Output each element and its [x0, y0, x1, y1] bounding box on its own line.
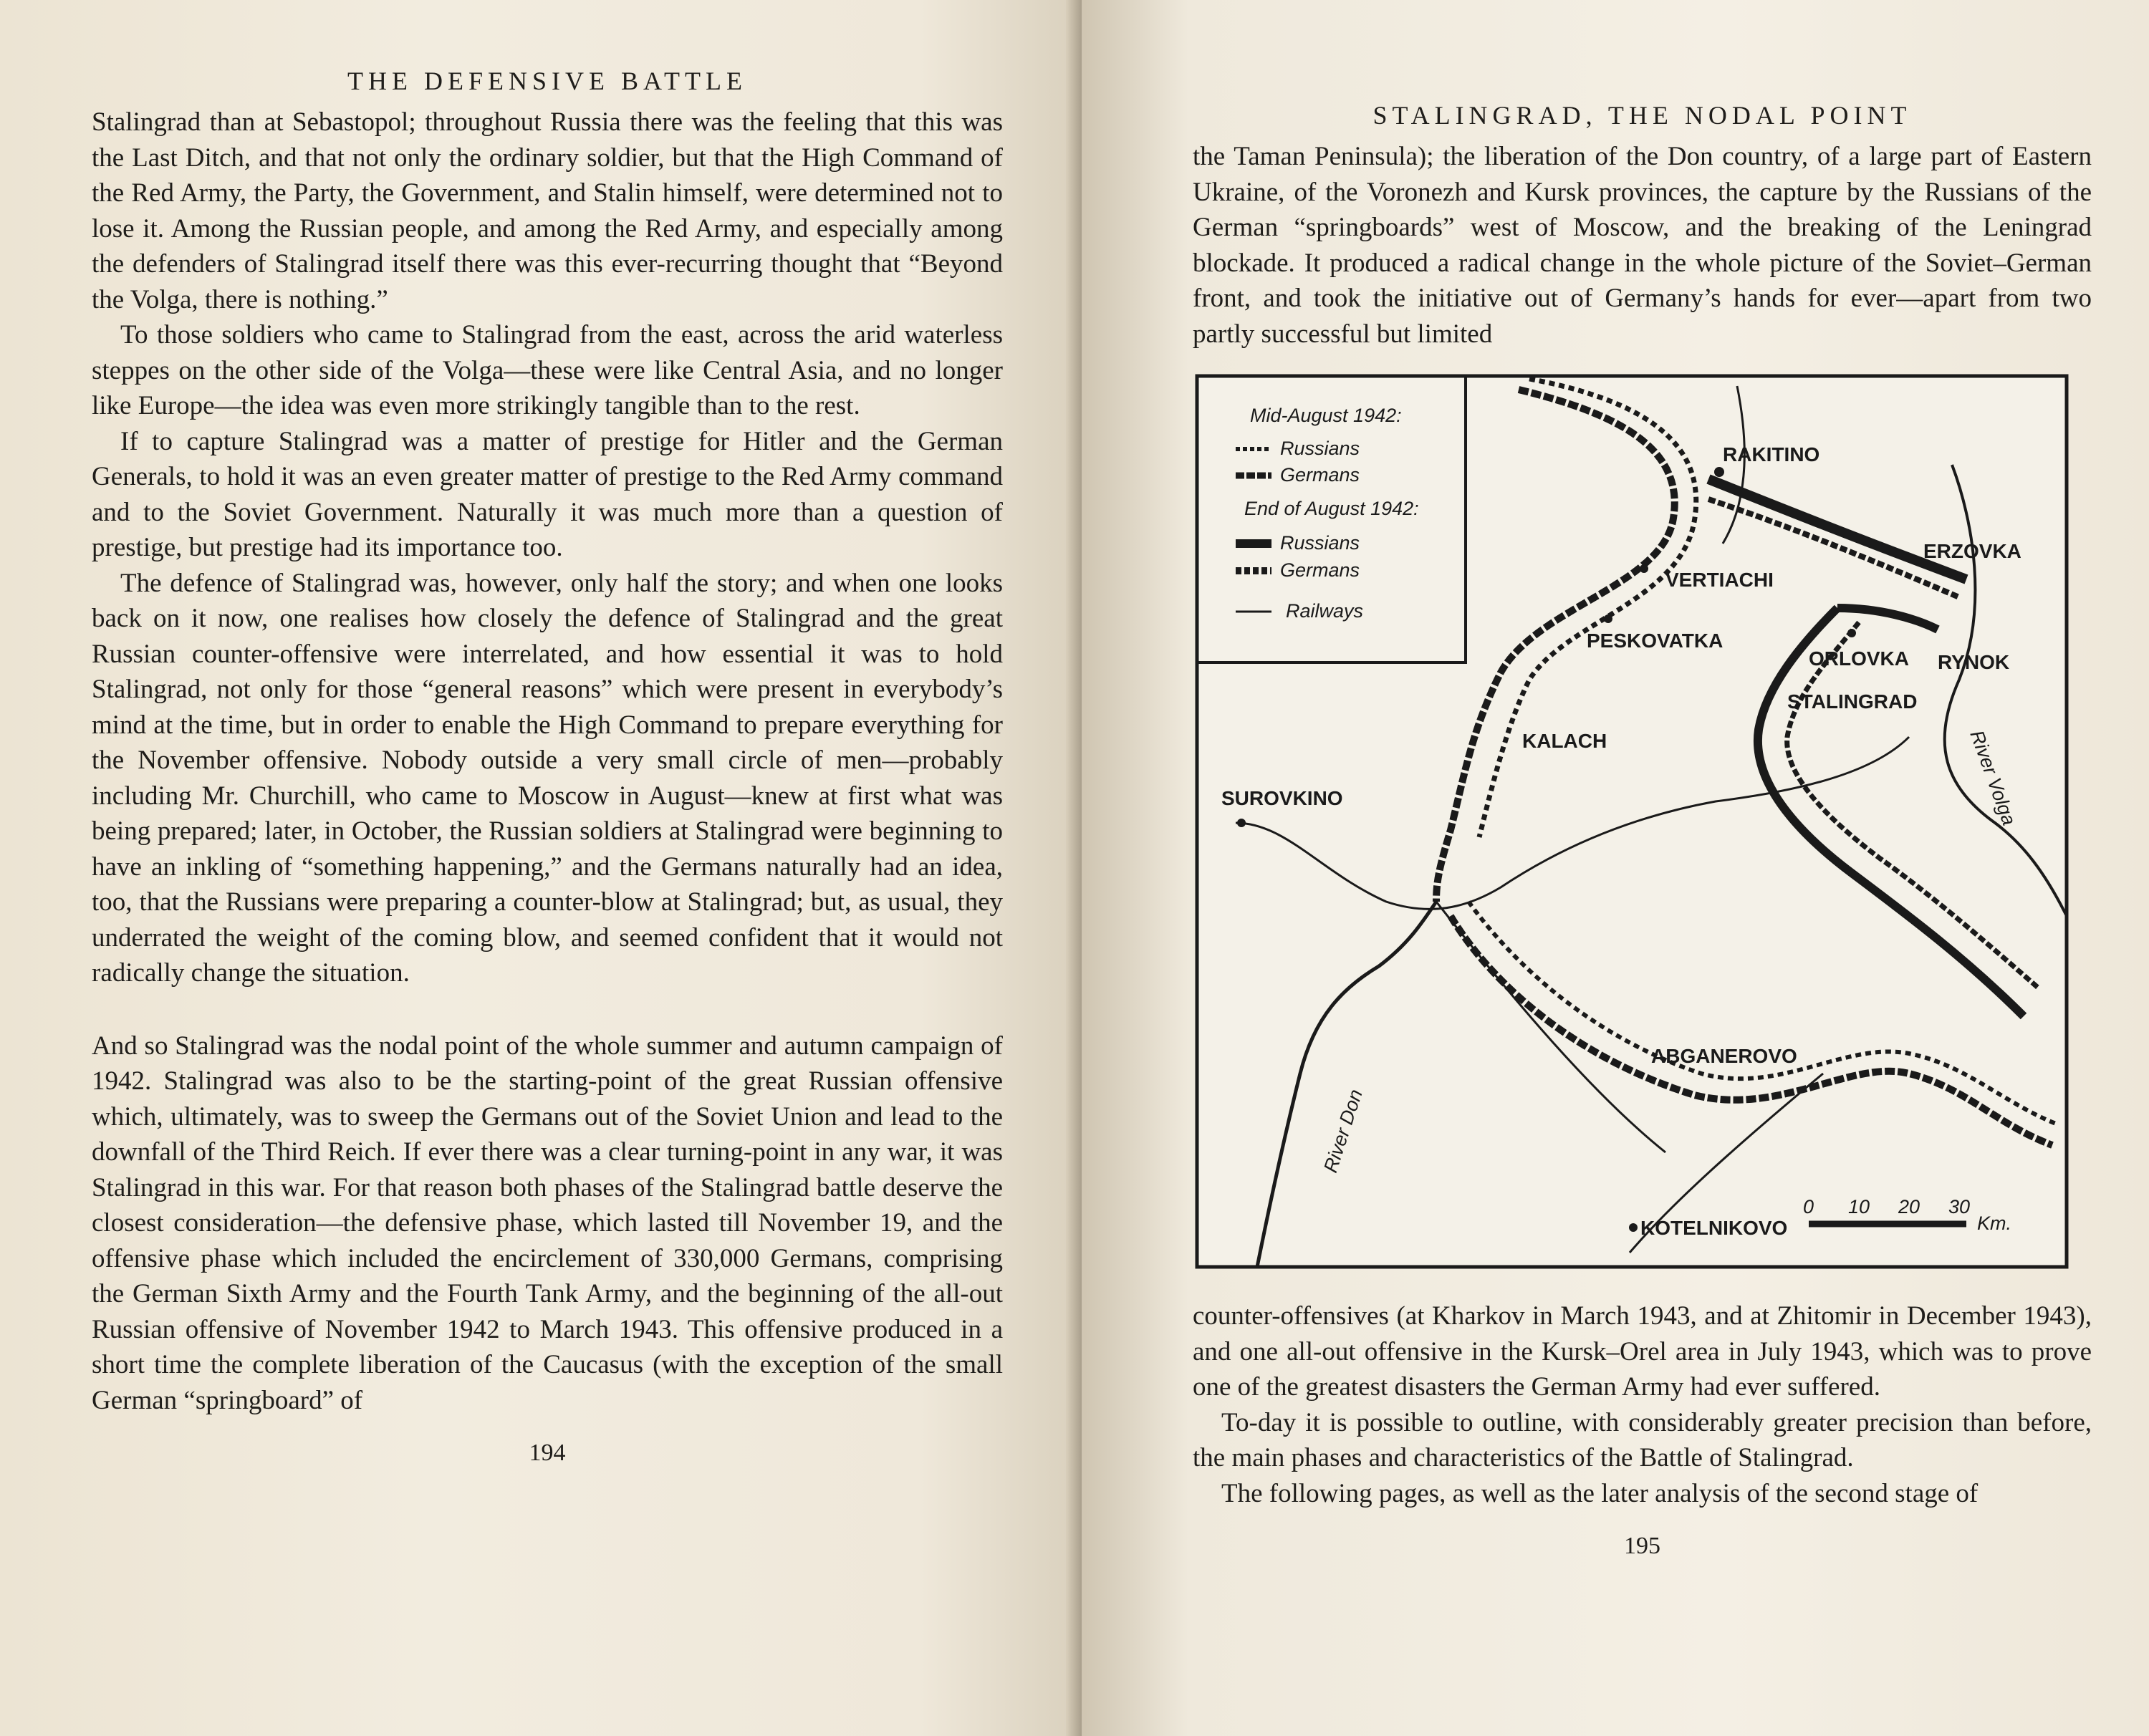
map-figure: [1193, 372, 2074, 1274]
scale-tick-0: 0: [1803, 1196, 1814, 1217]
left-running-head: THE DEFENSIVE BATTLE: [347, 67, 747, 95]
place-rakitino: RAKITINO: [1723, 443, 1820, 466]
place-kotelnikovo: KOTELNIKOVO: [1640, 1217, 1788, 1239]
place-surovkino: SUROVKINO: [1221, 787, 1343, 809]
left-page-number: 194: [529, 1440, 566, 1466]
legend-russians-end: Russians: [1280, 532, 1360, 554]
rakitino-marker: [1714, 467, 1724, 477]
left-paragraph-4: The defence of Stalingrad was, however, only half the story; and when one looks back on it now, one realises how closely the defence of Stalingrad and the great Russian counter-offensive were interrelated, and how essential it was to hold Stalingrad, not only for those “general reasons” which were present in everybody’s mind at the time, but in order to enable the High Command to prepare everything for the November offensive. Nobody outside a very small circle of men—probably including Mr. Churchill, who came to Moscow in August—knew at first what was being prepared; later, in October, the Russian soldiers at Stalingrad were beginning to have an inkling of “something happening,” and the Germans naturally had an idea, too, that the Russians were preparing a counter-blow at Stalingrad; but, as usual, they underrated the weight of the coming blow, and seemed confident that it would not radically change the situation.: [92, 568, 1003, 988]
place-peskovatka: PESKOVATKA: [1587, 630, 1723, 652]
right-page-number: 195: [1624, 1533, 1660, 1559]
left-paragraph-5: And so Stalingrad was the nodal point of the whole summer and autumn campaign of 1942. Stalingrad was also to be the starting-point of the great Russian offensive which, ultimately, was to sweep the Germans out of the Soviet Union and lead to the downfall of the Third Reich. If ever there was a clear turning-point in any war, it was Stalingrad in this war. For that reason both phases of the Stalingrad battle deserve the closest consideration—the defensive phase, which lasted till November 19, and the offensive phase which included the encirclement of 330,000 Germans, comprising the German Sixth Army and the Fourth Tank Army, and the beginning of the all-out Russian offensive of November 1942 to March 1943. This offensive produced in a short time the complete liberation of the Caucasus (with the exception of the small German “springboard” of: [92, 1031, 1003, 1415]
vertiachi-marker: [1640, 564, 1648, 573]
left-paragraph-3: If to capture Stalingrad was a matter of prestige for Hitler and the German Generals, to hold it was an even greater matter of prestige to the Red Army command and to the Soviet Government. Naturally it was much more than a question of prestige, but prestige had its importance too.: [92, 426, 1003, 562]
scale-unit: Km.: [1977, 1212, 2012, 1234]
place-orlovka: ORLOVKA: [1809, 647, 1909, 670]
right-paragraph-top: the Taman Peninsula); the liberation of the Don country, of a large part of Eastern Ukraine, of the Voronezh and Kursk provinces, the capture by the Russians of the German “springboards” west of Moscow, and the breaking of the Leningrad blockade. It produced a radical change in the whole picture of the Soviet–German front, and took the initiative out of Germany’s hands for ever—apart from two partly successful but limited: [1193, 142, 2092, 349]
place-abganerovo: ABGANEROVO: [1651, 1045, 1797, 1067]
kotelnikovo-marker: [1629, 1223, 1638, 1232]
right-page: [1082, 0, 2149, 1736]
legend-germans-mid: Germans: [1280, 464, 1360, 486]
legend-russians-mid: Russians: [1280, 438, 1360, 459]
right-paragraph-3: The following pages, as well as the later analysis of the second stage of: [1221, 1478, 1979, 1508]
legend-end-august: End of August 1942:: [1244, 498, 1419, 519]
legend-mid-august: Mid-August 1942:: [1250, 405, 1402, 426]
right-running-head: STALINGRAD, THE NODAL POINT: [1372, 101, 1912, 130]
legend-railways: Railways: [1286, 600, 1364, 622]
place-rynok: RYNOK: [1938, 651, 2010, 673]
legend-germans-end: Germans: [1280, 559, 1360, 581]
place-kalach: KALACH: [1522, 730, 1607, 752]
place-erzovka: ERZOVKA: [1923, 540, 2021, 562]
peskovatka-marker: [1604, 614, 1612, 623]
surovkino-marker: [1237, 819, 1246, 827]
scale-tick-30: 30: [1948, 1196, 1971, 1217]
right-paragraph-2: To-day it is possible to outline, with considerably greater precision than before, the main phases and characteristics of the Battle of Stalingrad.: [1193, 1407, 2092, 1472]
label-river-don: River Don: [1319, 1086, 1367, 1175]
place-stalingrad: STALINGRAD: [1787, 690, 1918, 713]
right-paragraph-1: counter-offensives (at Kharkov in March 1943, and at Zhitomir in December 1943), and one all-out offensive in the Kursk–Orel area in July 1943, which was to prove one of the greatest disasters the German Army had ever suffered.: [1193, 1301, 2092, 1402]
scale-tick-10: 10: [1848, 1196, 1870, 1217]
left-paragraph-1: Stalingrad than at Sebastopol; throughout Russia there was the feeling that this was the Last Ditch, and that not only the ordinary soldier, but that the High Command of the Red Army, the Party, the Government, and Stalin himself, were determined not to lose it. Among the Russian people, and among the Red Army, and especially among the defenders of Stalingrad itself there was this ever-recurring thought that “Beyond the Volga, there is nothing.”: [92, 107, 1003, 314]
place-vertiachi: VERTIACHI: [1665, 569, 1774, 591]
left-paragraph-2: To those soldiers who came to Stalingrad from the east, across the arid waterless steppes on the other side of the Volga—these were like Central Asia, and no longer like Europe—the idea was even more strikingly tangible than to the rest.: [92, 320, 1003, 420]
label-river-volga: River Volga: [1966, 727, 2020, 829]
scale-tick-20: 20: [1898, 1196, 1920, 1217]
orlovka-marker: [1847, 629, 1856, 637]
stalingrad-map: [1193, 372, 2074, 1274]
